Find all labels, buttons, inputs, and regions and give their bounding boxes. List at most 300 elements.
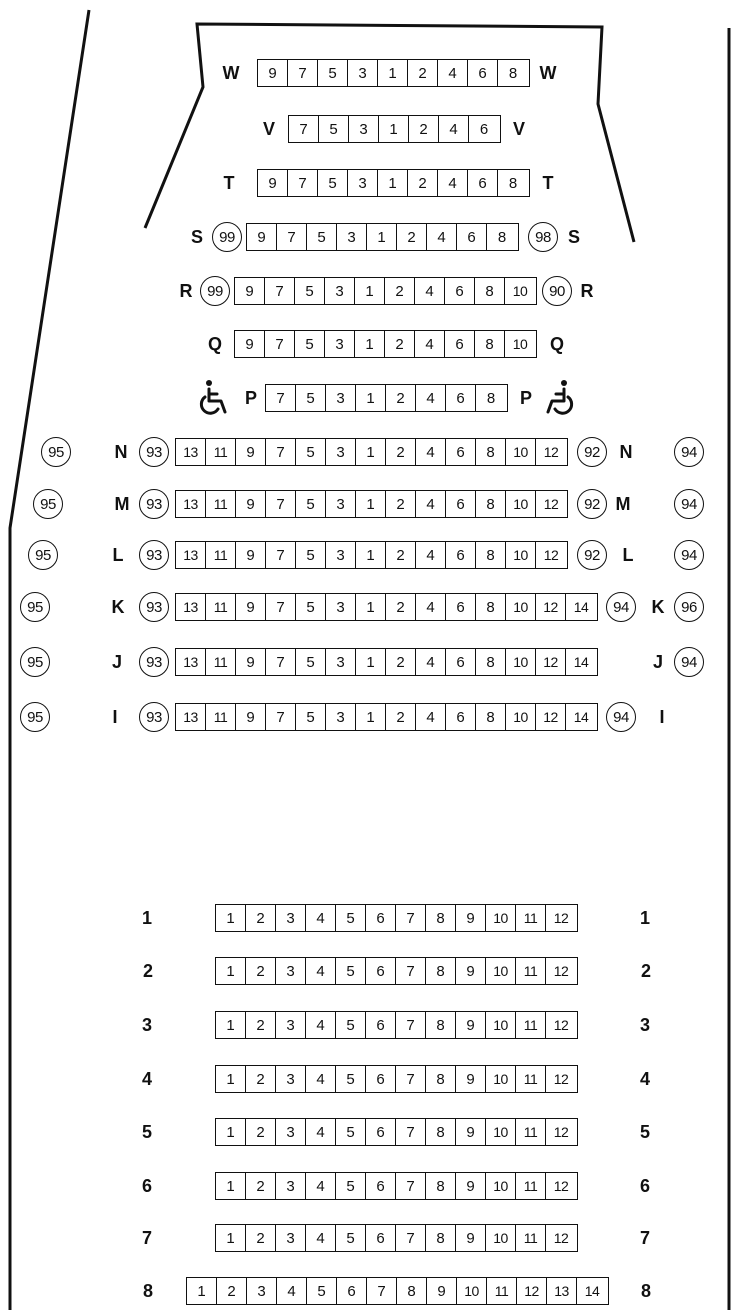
seat[interactable]: 12	[536, 704, 566, 730]
seat[interactable]: 3	[325, 278, 355, 304]
seat[interactable]: 12	[543, 444, 559, 460]
seat[interactable]: 4	[415, 278, 445, 304]
seat[interactable]: 5	[318, 60, 348, 86]
seat[interactable]: 6	[479, 120, 489, 138]
seat[interactable]: 8	[475, 278, 505, 304]
row-k-outer-seat-right[interactable]: 96	[674, 592, 704, 622]
seat[interactable]: 5	[296, 542, 326, 568]
seat[interactable]: 7	[288, 60, 318, 86]
seat[interactable]: 1	[355, 331, 385, 357]
seat[interactable]: 1	[356, 594, 386, 620]
seat[interactable]: 2	[397, 224, 427, 250]
seat[interactable]: 5	[336, 1173, 366, 1199]
row-r-label-left: R	[179, 281, 193, 301]
seat[interactable]: 4	[306, 905, 336, 931]
row-l-outer-seat-left[interactable]: 95	[28, 540, 58, 570]
seat[interactable]: 5	[296, 649, 326, 675]
row-m-outer-seat-right[interactable]: 94	[674, 489, 704, 519]
row-5-label-left: 5	[141, 1122, 153, 1142]
seat[interactable]: 4	[416, 649, 446, 675]
seat[interactable]: 2	[246, 1173, 276, 1199]
seat[interactable]: 2	[386, 649, 416, 675]
seat[interactable]: 5	[336, 1066, 366, 1092]
seat[interactable]: 1	[356, 704, 386, 730]
seat[interactable]: 10	[486, 1012, 516, 1038]
seat[interactable]: 1	[216, 1225, 246, 1251]
seat[interactable]: 8	[397, 1278, 427, 1304]
seat[interactable]: 8	[476, 439, 506, 465]
seat[interactable]: 8	[476, 704, 506, 730]
seat[interactable]: 7	[265, 331, 295, 357]
row-n-circle-seat-right[interactable]: 92	[577, 437, 607, 467]
seat[interactable]: 7	[367, 1278, 397, 1304]
seat[interactable]: 3	[247, 1278, 277, 1304]
seat[interactable]: 14	[573, 709, 589, 725]
seat[interactable]: 6	[445, 331, 475, 357]
seat[interactable]: 6	[366, 1066, 396, 1092]
seat[interactable]: 10	[506, 649, 536, 675]
seat[interactable]: 8	[426, 1066, 456, 1092]
seat[interactable]: 9	[236, 649, 266, 675]
seat[interactable]: 3	[326, 439, 356, 465]
seat[interactable]: 6	[366, 958, 396, 984]
row-t-label-right: T	[542, 173, 554, 193]
seat[interactable]: 1	[378, 170, 408, 196]
seat[interactable]: 3	[326, 704, 356, 730]
seat[interactable]: 3	[276, 1066, 306, 1092]
seat[interactable]: 3	[326, 491, 356, 517]
seat[interactable]: 1	[356, 542, 386, 568]
seat[interactable]: 10	[486, 1066, 516, 1092]
seat[interactable]: 10	[486, 1225, 516, 1251]
seat[interactable]: 7	[396, 1066, 426, 1092]
seat[interactable]: 11	[206, 649, 236, 675]
seat[interactable]: 4	[416, 439, 446, 465]
row-j-outer-seat-left[interactable]: 95	[20, 647, 50, 677]
seat[interactable]: 1	[379, 116, 409, 142]
seat[interactable]: 12	[543, 547, 559, 563]
seat[interactable]: 4	[439, 116, 469, 142]
seat[interactable]: 8	[426, 1119, 456, 1145]
seat[interactable]: 9	[247, 224, 277, 250]
seat[interactable]: 12	[536, 649, 566, 675]
seat[interactable]: 8	[476, 542, 506, 568]
seat[interactable]: 10	[506, 594, 536, 620]
seat[interactable]: 2	[246, 1012, 276, 1038]
seat[interactable]: 6	[468, 60, 498, 86]
seat[interactable]: 2	[246, 1225, 276, 1251]
row-3-label-left: 3	[141, 1015, 153, 1035]
seat[interactable]: 3	[276, 905, 306, 931]
seat[interactable]: 9	[456, 958, 486, 984]
row-w-seats	[257, 59, 530, 87]
seat[interactable]: 2	[386, 385, 416, 411]
seat[interactable]: 12	[553, 1071, 569, 1087]
seat[interactable]: 8	[508, 64, 518, 82]
seat[interactable]: 6	[468, 170, 498, 196]
seat[interactable]: 11	[516, 1119, 546, 1145]
row-n-outer-seat-right[interactable]: 94	[674, 437, 704, 467]
seat[interactable]: 2	[385, 331, 415, 357]
row-i-label-right: I	[659, 707, 665, 727]
seat[interactable]: 5	[307, 224, 337, 250]
seat[interactable]: 2	[246, 958, 276, 984]
seat[interactable]: 11	[206, 594, 236, 620]
seat[interactable]: 5	[296, 704, 326, 730]
seat[interactable]: 14	[573, 599, 589, 615]
seat[interactable]: 9	[456, 1225, 486, 1251]
seat[interactable]: 5	[336, 1119, 366, 1145]
seat[interactable]: 9	[456, 1173, 486, 1199]
seat[interactable]: 10	[486, 1173, 516, 1199]
seat[interactable]: 9	[236, 594, 266, 620]
seat[interactable]: 10	[506, 542, 536, 568]
seat[interactable]: 7	[289, 116, 319, 142]
seat[interactable]: 8	[426, 905, 456, 931]
seat[interactable]: 6	[366, 1173, 396, 1199]
seat[interactable]: 3	[276, 1119, 306, 1145]
seat[interactable]: 13	[176, 594, 206, 620]
seat[interactable]: 7	[396, 1225, 426, 1251]
seat[interactable]: 5	[318, 170, 348, 196]
seat[interactable]: 12	[536, 594, 566, 620]
seat[interactable]: 5	[319, 116, 349, 142]
row-p-seats	[265, 384, 508, 412]
seat[interactable]: 12	[553, 1017, 569, 1033]
seat[interactable]: 3	[337, 224, 367, 250]
seat[interactable]: 4	[438, 60, 468, 86]
row-w-label-left: W	[222, 63, 240, 83]
seat[interactable]: 1	[187, 1278, 217, 1304]
seat[interactable]: 2	[408, 60, 438, 86]
seat[interactable]: 1	[356, 649, 386, 675]
seat[interactable]: 9	[427, 1278, 457, 1304]
seat[interactable]: 8	[426, 958, 456, 984]
row-l-outer-seat-right[interactable]: 94	[674, 540, 704, 570]
seat[interactable]: 3	[325, 331, 355, 357]
seat[interactable]: 5	[336, 1012, 366, 1038]
row-1-label-right: 1	[639, 908, 651, 928]
seat[interactable]: 6	[446, 385, 476, 411]
seat[interactable]: 8	[476, 594, 506, 620]
seat[interactable]: 3	[326, 385, 356, 411]
seat[interactable]: 1	[356, 491, 386, 517]
row-i-outer-seat-left[interactable]: 95	[20, 702, 50, 732]
seat[interactable]: 14	[573, 654, 589, 670]
seat[interactable]: 7	[396, 1173, 426, 1199]
seat[interactable]: 11	[206, 439, 236, 465]
seat[interactable]: 5	[336, 958, 366, 984]
seat[interactable]: 9	[456, 1066, 486, 1092]
seat[interactable]: 6	[446, 439, 476, 465]
seat[interactable]: 2	[385, 278, 415, 304]
seat[interactable]: 10	[512, 283, 528, 299]
seat[interactable]: 3	[276, 1225, 306, 1251]
seat[interactable]: 7	[396, 1012, 426, 1038]
seat[interactable]: 13	[176, 439, 206, 465]
seat[interactable]: 8	[426, 1225, 456, 1251]
seat[interactable]: 1	[378, 60, 408, 86]
seat[interactable]: 2	[386, 542, 416, 568]
seat[interactable]: 9	[258, 60, 288, 86]
seat[interactable]: 1	[367, 224, 397, 250]
seat[interactable]: 8	[486, 389, 496, 407]
row-m-circle-seat-left[interactable]: 93	[139, 489, 169, 519]
seat[interactable]: 3	[276, 1173, 306, 1199]
seat[interactable]: 1	[356, 385, 386, 411]
row-r-circle-seat-left[interactable]: 99	[200, 276, 230, 306]
seat[interactable]: 6	[366, 1119, 396, 1145]
seat[interactable]: 7	[288, 170, 318, 196]
seat[interactable]: 2	[386, 704, 416, 730]
row-t-seats	[257, 169, 530, 197]
seat[interactable]: 2	[217, 1278, 247, 1304]
seat[interactable]: 9	[236, 704, 266, 730]
seat[interactable]: 13	[176, 649, 206, 675]
seat[interactable]: 8	[497, 228, 507, 246]
seat[interactable]: 7	[266, 704, 296, 730]
row-4-label-left: 4	[141, 1069, 153, 1089]
seat[interactable]: 11	[487, 1278, 517, 1304]
seat[interactable]: 6	[446, 491, 476, 517]
seat[interactable]: 11	[516, 1066, 546, 1092]
seat[interactable]: 4	[306, 1119, 336, 1145]
seat[interactable]: 11	[516, 905, 546, 931]
seat[interactable]: 10	[506, 704, 536, 730]
seat[interactable]: 1	[216, 1066, 246, 1092]
row-l-circle-seat-right[interactable]: 92	[577, 540, 607, 570]
seat[interactable]: 12	[553, 1178, 569, 1194]
row-w-label-right: W	[539, 63, 557, 83]
row-l-circle-seat-left[interactable]: 93	[139, 540, 169, 570]
seat[interactable]: 1	[356, 439, 386, 465]
row-p-label-right: P	[519, 388, 533, 408]
seat[interactable]: 1	[216, 905, 246, 931]
seat[interactable]: 10	[512, 336, 528, 352]
seat[interactable]: 7	[266, 594, 296, 620]
row-j-circle-seat-left[interactable]: 93	[139, 647, 169, 677]
row-i-circle-seat-right[interactable]: 94	[606, 702, 636, 732]
seat[interactable]: 3	[348, 170, 378, 196]
row-k-outer-seat-left[interactable]: 95	[20, 592, 50, 622]
row-k-label-right: K	[651, 597, 665, 617]
seat[interactable]: 11	[516, 1012, 546, 1038]
row-s-circle-seat-left[interactable]: 99	[212, 222, 242, 252]
row-i-circle-seat-left[interactable]: 93	[139, 702, 169, 732]
seat[interactable]: 5	[307, 1278, 337, 1304]
seat[interactable]: 5	[295, 278, 325, 304]
seat[interactable]: 1	[216, 1012, 246, 1038]
seat[interactable]: 1	[216, 1119, 246, 1145]
seat[interactable]: 5	[296, 594, 326, 620]
row-m-label-left: M	[114, 494, 130, 514]
row-l-label-right: L	[622, 545, 634, 565]
seat[interactable]: 4	[306, 1066, 336, 1092]
seat[interactable]: 9	[236, 491, 266, 517]
seat[interactable]: 2	[386, 594, 416, 620]
seat[interactable]: 13	[547, 1278, 577, 1304]
seat[interactable]: 9	[456, 1119, 486, 1145]
seat[interactable]: 12	[553, 1230, 569, 1246]
seat[interactable]: 3	[276, 958, 306, 984]
seat[interactable]: 7	[277, 224, 307, 250]
seat[interactable]: 6	[337, 1278, 367, 1304]
seat[interactable]: 6	[457, 224, 487, 250]
seat[interactable]: 11	[206, 704, 236, 730]
seat[interactable]: 8	[476, 649, 506, 675]
seat[interactable]: 7	[266, 491, 296, 517]
seat[interactable]: 14	[584, 1283, 600, 1299]
seat[interactable]: 12	[517, 1278, 547, 1304]
row-s-label-right: S	[567, 227, 581, 247]
seat[interactable]: 8	[475, 331, 505, 357]
seat[interactable]: 4	[427, 224, 457, 250]
seat[interactable]: 9	[235, 331, 265, 357]
row-1-label-left: 1	[141, 908, 153, 928]
seat[interactable]: 2	[408, 170, 438, 196]
seat[interactable]: 6	[366, 1012, 396, 1038]
seat[interactable]: 10	[486, 905, 516, 931]
seat[interactable]: 1	[216, 958, 246, 984]
seat[interactable]: 5	[296, 439, 326, 465]
seat[interactable]: 9	[258, 170, 288, 196]
seat[interactable]: 2	[246, 1066, 276, 1092]
seat[interactable]: 6	[446, 542, 476, 568]
seat[interactable]: 11	[516, 958, 546, 984]
seat[interactable]: 11	[206, 542, 236, 568]
seat[interactable]: 7	[396, 1119, 426, 1145]
seat[interactable]: 5	[296, 491, 326, 517]
row-k-circle-seat-right[interactable]: 94	[606, 592, 636, 622]
seat[interactable]: 9	[456, 905, 486, 931]
row-n-circle-seat-left[interactable]: 93	[139, 437, 169, 467]
seat[interactable]: 6	[446, 594, 476, 620]
seat[interactable]: 4	[306, 1012, 336, 1038]
seat[interactable]: 5	[296, 385, 326, 411]
row-l-label-left: L	[112, 545, 124, 565]
row-l-seats	[175, 541, 568, 569]
seat[interactable]: 4	[306, 958, 336, 984]
seat[interactable]: 5	[295, 331, 325, 357]
seat[interactable]: 7	[396, 905, 426, 931]
row-m-seats	[175, 490, 568, 518]
seat[interactable]: 12	[553, 963, 569, 979]
row-r-label-right: R	[580, 281, 594, 301]
seat[interactable]: 9	[236, 542, 266, 568]
seat[interactable]: 10	[486, 1119, 516, 1145]
seat[interactable]: 5	[336, 905, 366, 931]
seat[interactable]: 12	[553, 910, 569, 926]
seat[interactable]: 10	[486, 958, 516, 984]
seat[interactable]: 6	[446, 649, 476, 675]
seat[interactable]: 5	[336, 1225, 366, 1251]
seat[interactable]: 6	[366, 1225, 396, 1251]
seat[interactable]: 11	[516, 1225, 546, 1251]
row-s-label-left: S	[190, 227, 204, 247]
row-5-label-right: 5	[639, 1122, 651, 1142]
seat[interactable]: 6	[445, 278, 475, 304]
seat[interactable]: 2	[386, 439, 416, 465]
seat[interactable]: 10	[506, 439, 536, 465]
row-m-outer-seat-left[interactable]: 95	[33, 489, 63, 519]
row-j-outer-seat-right[interactable]: 94	[674, 647, 704, 677]
row-r-circle-seat-right[interactable]: 90	[542, 276, 572, 306]
seat[interactable]: 10	[457, 1278, 487, 1304]
seat[interactable]: 4	[277, 1278, 307, 1304]
row-s-circle-seat-right[interactable]: 98	[528, 222, 558, 252]
seat[interactable]: 8	[426, 1173, 456, 1199]
seat[interactable]: 3	[326, 649, 356, 675]
row-6-label-right: 6	[639, 1176, 651, 1196]
seat[interactable]: 7	[266, 542, 296, 568]
seat[interactable]: 9	[456, 1012, 486, 1038]
seat[interactable]: 3	[326, 542, 356, 568]
seat[interactable]: 2	[246, 905, 276, 931]
seat[interactable]: 3	[276, 1012, 306, 1038]
seat[interactable]: 9	[236, 439, 266, 465]
seat[interactable]: 2	[386, 491, 416, 517]
row-k-circle-seat-left[interactable]: 93	[139, 592, 169, 622]
row-n-outer-seat-left[interactable]: 95	[41, 437, 71, 467]
seat[interactable]: 13	[176, 491, 206, 517]
seat[interactable]: 7	[266, 385, 296, 411]
seat[interactable]: 1	[355, 278, 385, 304]
seat[interactable]: 13	[176, 704, 206, 730]
seat[interactable]: 11	[206, 491, 236, 517]
seat[interactable]: 6	[446, 704, 476, 730]
seat[interactable]: 7	[396, 958, 426, 984]
seat[interactable]: 3	[348, 60, 378, 86]
row-4-label-right: 4	[639, 1069, 651, 1089]
seat[interactable]: 13	[176, 542, 206, 568]
row-m-circle-seat-right[interactable]: 92	[577, 489, 607, 519]
seat[interactable]: 2	[246, 1119, 276, 1145]
seat[interactable]: 7	[266, 439, 296, 465]
seat[interactable]: 3	[326, 594, 356, 620]
row-7-seats	[215, 1224, 578, 1252]
seat[interactable]: 4	[306, 1173, 336, 1199]
seat[interactable]: 7	[266, 649, 296, 675]
wheelchair-icon[interactable]	[197, 379, 231, 417]
row-j-label-right: J	[652, 652, 664, 672]
seat[interactable]: 2	[409, 116, 439, 142]
wheelchair-icon[interactable]	[542, 379, 576, 417]
row-q-label-right: Q	[549, 334, 565, 354]
seat[interactable]: 7	[265, 278, 295, 304]
seat[interactable]: 4	[416, 704, 446, 730]
seat[interactable]: 4	[415, 331, 445, 357]
seat[interactable]: 9	[235, 278, 265, 304]
seat[interactable]: 10	[506, 491, 536, 517]
seat[interactable]: 11	[516, 1173, 546, 1199]
seat[interactable]: 4	[416, 594, 446, 620]
seat[interactable]: 4	[416, 385, 446, 411]
seat[interactable]: 4	[416, 491, 446, 517]
seat[interactable]: 8	[426, 1012, 456, 1038]
seat[interactable]: 12	[553, 1124, 569, 1140]
seat[interactable]: 4	[416, 542, 446, 568]
seat[interactable]: 3	[349, 116, 379, 142]
seat[interactable]: 4	[306, 1225, 336, 1251]
seat[interactable]: 1	[216, 1173, 246, 1199]
seat[interactable]: 6	[366, 905, 396, 931]
seat[interactable]: 8	[508, 174, 518, 192]
row-v-label-left: V	[262, 119, 276, 139]
seat[interactable]: 4	[438, 170, 468, 196]
seat[interactable]: 8	[476, 491, 506, 517]
row-7-label-left: 7	[141, 1228, 153, 1248]
seat[interactable]: 12	[543, 496, 559, 512]
